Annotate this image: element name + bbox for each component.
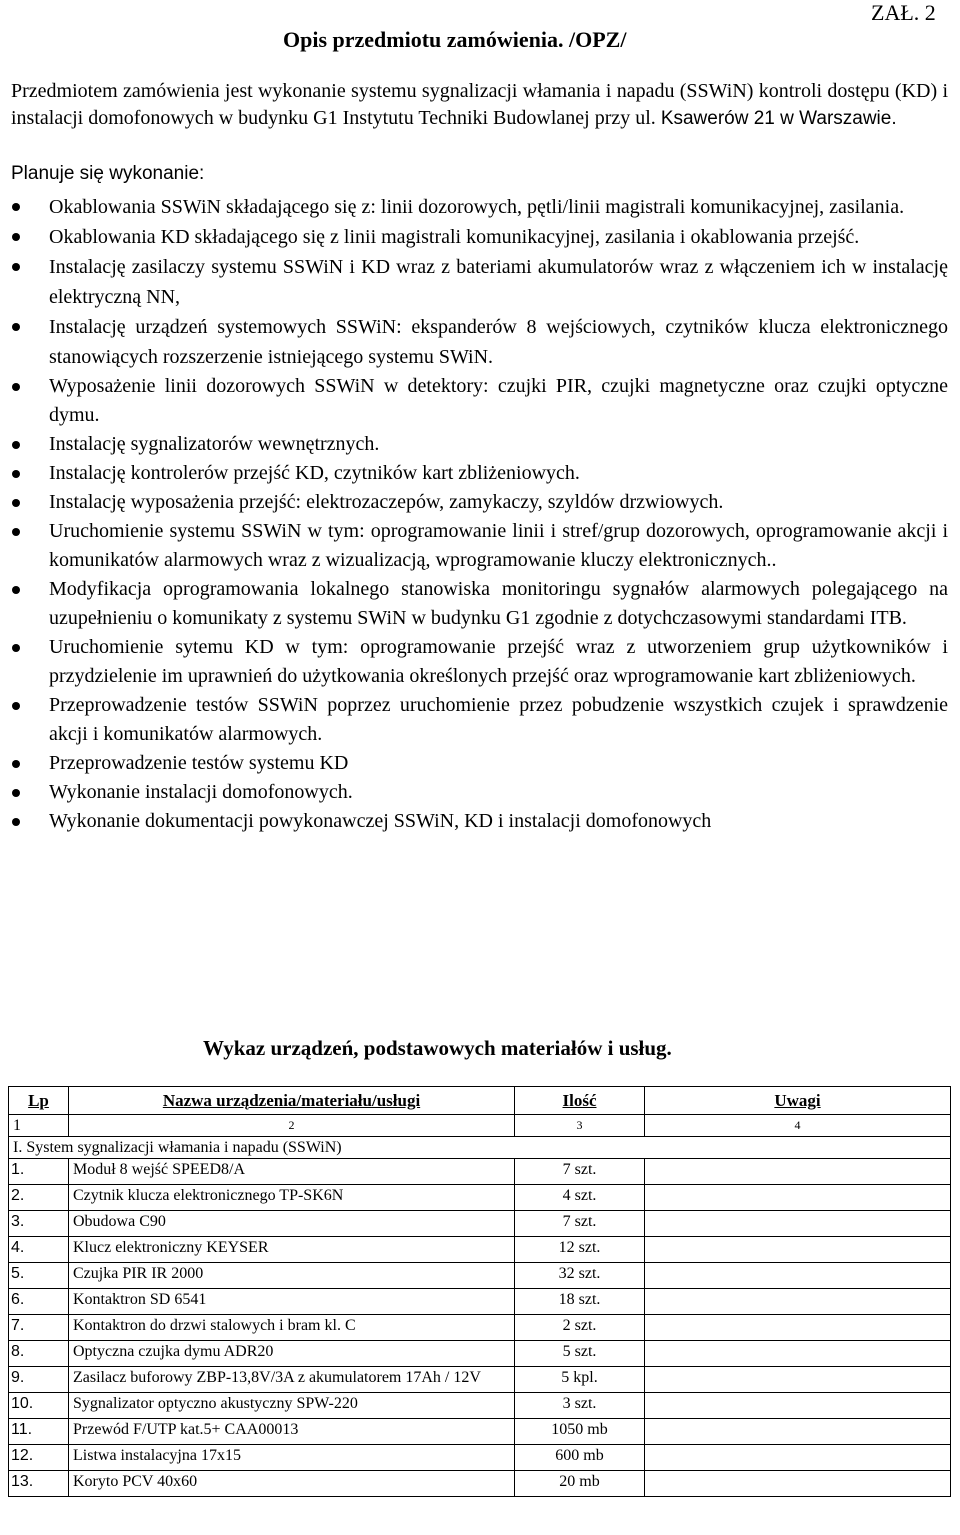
header-qty: Ilość [515, 1087, 645, 1115]
table-row [9, 1471, 951, 1497]
row-name: Zasilacz buforowy ZBP-13,8V/3A z akumulatorem 17Ah / 12V [69, 1367, 515, 1393]
plan-heading: Planuje się wykonanie: [11, 163, 205, 184]
header-lp: Lp [9, 1087, 69, 1115]
row-name: Listwa instalacyjna 17x15 [69, 1445, 515, 1471]
row-name: Przewód F/UTP kat.5+ CAA00013 [69, 1419, 515, 1445]
colnum-1: 1 [9, 1115, 69, 1137]
bullet-icon [12, 323, 20, 331]
scope-bullet-item [11, 575, 948, 633]
section-title: I. System sygnalizacji włamania i napadu (SSWiN) [9, 1137, 951, 1159]
column-number-row [9, 1115, 951, 1137]
table-row [9, 1341, 951, 1367]
row-lp: 11. [9, 1419, 69, 1445]
scope-bullet-item [11, 691, 948, 749]
scope-bullet-item [11, 312, 948, 372]
scope-bullet-item [11, 807, 948, 836]
bullet-text: Uruchomienie systemu SSWiN w tym: oprogramowanie linii i stref/grup dozorowych, oprogramowanie akcji i komunikatów alarmowych wraz z wizualizacją, wprogramowanie kluczy elektronicznych.. [49, 520, 948, 571]
row-notes [645, 1185, 951, 1211]
bullet-icon [12, 818, 20, 826]
scope-bullet-item [11, 778, 948, 807]
bullet-text: Wykonanie dokumentacji powykonawczej SSWiN, KD i instalacji domofonowych [49, 810, 712, 832]
row-qty: 7 szt. [515, 1159, 645, 1185]
scope-bullet-item [11, 749, 948, 778]
bullet-text: Modyfikacja oprogramowania lokalnego stanowiska monitoringu sygnałów alarmowych polegającego na uzupełnieniu o komunikaty z systemu SWiN w budynku G1 zgodnie z dotychczasowymi standardami ITB. [49, 578, 948, 629]
row-lp: 12. [9, 1445, 69, 1471]
intro-address: Ksawerów 21 w Warszawie. [660, 108, 897, 129]
table-row [9, 1367, 951, 1393]
row-name: Koryto PCV 40x60 [69, 1471, 515, 1497]
table-row [9, 1159, 951, 1185]
row-name: Kontaktron SD 6541 [69, 1289, 515, 1315]
row-qty: 7 szt. [515, 1211, 645, 1237]
intro-text: Przedmiotem zamówienia jest wykonanie systemu sygnalizacji włamania i napadu (SSWiN) kontroli dostępu (KD) i instalacji domofonowych w budynku G1 Instytutu Techniki Budowlanej przy ul. [11, 80, 948, 129]
row-notes [645, 1393, 951, 1419]
table-row [9, 1419, 951, 1445]
row-notes [645, 1159, 951, 1185]
scope-bullet-item [11, 488, 948, 517]
row-lp: 3. [9, 1211, 69, 1237]
row-qty: 20 mb [515, 1471, 645, 1497]
row-name: Sygnalizator optyczno akustyczny SPW-220 [69, 1393, 515, 1419]
table-row [9, 1185, 951, 1211]
row-notes [645, 1263, 951, 1289]
table-header-row [9, 1087, 951, 1115]
row-qty: 12 szt. [515, 1237, 645, 1263]
bullet-text: Przeprowadzenie testów systemu KD [49, 752, 349, 774]
bullet-icon [12, 263, 20, 271]
bullet-text: Instalację sygnalizatorów wewnętrznych. [49, 433, 380, 455]
scope-bullet-list [11, 192, 948, 836]
row-notes [645, 1471, 951, 1497]
row-notes [645, 1237, 951, 1263]
table-row [9, 1445, 951, 1471]
row-notes [645, 1289, 951, 1315]
bullet-icon [12, 203, 20, 211]
row-name: Czytnik klucza elektronicznego TP-SK6N [69, 1185, 515, 1211]
bullet-text: Instalację wyposażenia przejść: elektrozaczepów, zamykaczy, szyldów drzwiowych. [49, 491, 724, 513]
colnum-2: 2 [69, 1115, 515, 1137]
scope-bullet-item [11, 222, 948, 252]
table-row [9, 1393, 951, 1419]
row-notes [645, 1367, 951, 1393]
attachment-label: ZAŁ. 2 [871, 0, 936, 25]
bullet-icon [12, 233, 20, 241]
bullet-text: Przeprowadzenie testów SSWiN poprzez uruchomienie przez pobudzenie wszystkich czujek i sprawdzenie akcji i komunikatów alarmowych. [49, 694, 948, 745]
row-lp: 2. [9, 1185, 69, 1211]
table-row [9, 1263, 951, 1289]
bullet-text: Wyposażenie linii dozorowych SSWiN w detektory: czujki PIR, czujki magnetyczne oraz czujki optyczne dymu. [49, 375, 948, 426]
intro-paragraph [11, 78, 948, 132]
row-lp: 4. [9, 1237, 69, 1263]
materials-table [8, 1086, 951, 1497]
document-title: Opis przedmiotu zamówienia. /OPZ/ [283, 27, 627, 52]
row-qty: 2 szt. [515, 1315, 645, 1341]
scope-bullet-item [11, 430, 948, 459]
row-qty: 4 szt. [515, 1185, 645, 1211]
header-notes: Uwagi [645, 1087, 951, 1115]
row-notes [645, 1445, 951, 1471]
row-qty: 600 mb [515, 1445, 645, 1471]
row-qty: 3 szt. [515, 1393, 645, 1419]
bullet-icon [12, 499, 20, 507]
row-lp: 1. [9, 1159, 69, 1185]
scope-bullet-item [11, 372, 948, 430]
scope-bullet-item [11, 192, 948, 222]
bullet-text: Okablowania KD składającego się z linii magistrali komunikacyjnej, zasilania i okablowania przejść. [49, 226, 860, 248]
row-lp: 10. [9, 1393, 69, 1419]
bullet-icon [12, 789, 20, 797]
header-name: Nazwa urządzenia/materiału/usługi [69, 1087, 515, 1115]
table-body [9, 1159, 951, 1497]
bullet-text: Okablowania SSWiN składającego się z: linii dozorowych, pętli/linii magistrali komunikacyjnej, zasilania. [49, 196, 905, 218]
table-row [9, 1289, 951, 1315]
row-qty: 32 szt. [515, 1263, 645, 1289]
bullet-icon [12, 760, 20, 768]
row-qty: 5 szt. [515, 1341, 645, 1367]
row-lp: 5. [9, 1263, 69, 1289]
section-row [9, 1137, 951, 1159]
row-name: Kontaktron do drzwi stalowych i bram kl. C [69, 1315, 515, 1341]
table-row [9, 1211, 951, 1237]
bullet-text: Wykonanie instalacji domofonowych. [49, 781, 353, 803]
bullet-text: Uruchomienie sytemu KD w tym: oprogramowanie przejść wraz z utworzeniem grup użytkowników i przydzielenie im uprawnień do użytkowania określonych przejść oraz wprogramowanie kart zbliżeniowych. [49, 636, 948, 687]
row-notes [645, 1315, 951, 1341]
row-lp: 8. [9, 1341, 69, 1367]
row-notes [645, 1341, 951, 1367]
row-name: Czujka PIR IR 2000 [69, 1263, 515, 1289]
row-name: Optyczna czujka dymu ADR20 [69, 1341, 515, 1367]
row-name: Moduł 8 wejść SPEED8/A [69, 1159, 515, 1185]
table-row [9, 1315, 951, 1341]
row-notes [645, 1211, 951, 1237]
scope-bullet-item [11, 633, 948, 691]
scope-bullet-item [11, 459, 948, 488]
row-lp: 7. [9, 1315, 69, 1341]
row-qty: 1050 mb [515, 1419, 645, 1445]
row-name: Obudowa C90 [69, 1211, 515, 1237]
bullet-icon [12, 586, 20, 594]
list-title: Wykaz urządzeń, podstawowych materiałów i usług. [203, 1036, 672, 1060]
bullet-text: Instalację urządzeń systemowych SSWiN: ekspanderów 8 wejściowych, czytników klucza elektronicznego stanowiących rozszerzenie istniejącego systemu SWiN. [49, 316, 948, 368]
bullet-text: Instalację kontrolerów przejść KD, czytników kart zbliżeniowych. [49, 462, 580, 484]
row-lp: 6. [9, 1289, 69, 1315]
row-qty: 18 szt. [515, 1289, 645, 1315]
bullet-icon [12, 528, 20, 536]
scope-bullet-item [11, 252, 948, 312]
row-lp: 13. [9, 1471, 69, 1497]
bullet-icon [12, 702, 20, 710]
bullet-icon [12, 441, 20, 449]
bullet-text: Instalację zasilaczy systemu SSWiN i KD wraz z bateriami akumulatorów wraz z włączeniem ich w instalację elektryczną NN, [49, 256, 948, 308]
table-row [9, 1237, 951, 1263]
scope-bullet-item [11, 517, 948, 575]
bullet-icon [12, 383, 20, 391]
colnum-4: 4 [645, 1115, 951, 1137]
row-lp: 9. [9, 1367, 69, 1393]
row-notes [645, 1419, 951, 1445]
bullet-icon [12, 644, 20, 652]
row-name: Klucz elektroniczny KEYSER [69, 1237, 515, 1263]
row-qty: 5 kpl. [515, 1367, 645, 1393]
bullet-icon [12, 470, 20, 478]
colnum-3: 3 [515, 1115, 645, 1137]
